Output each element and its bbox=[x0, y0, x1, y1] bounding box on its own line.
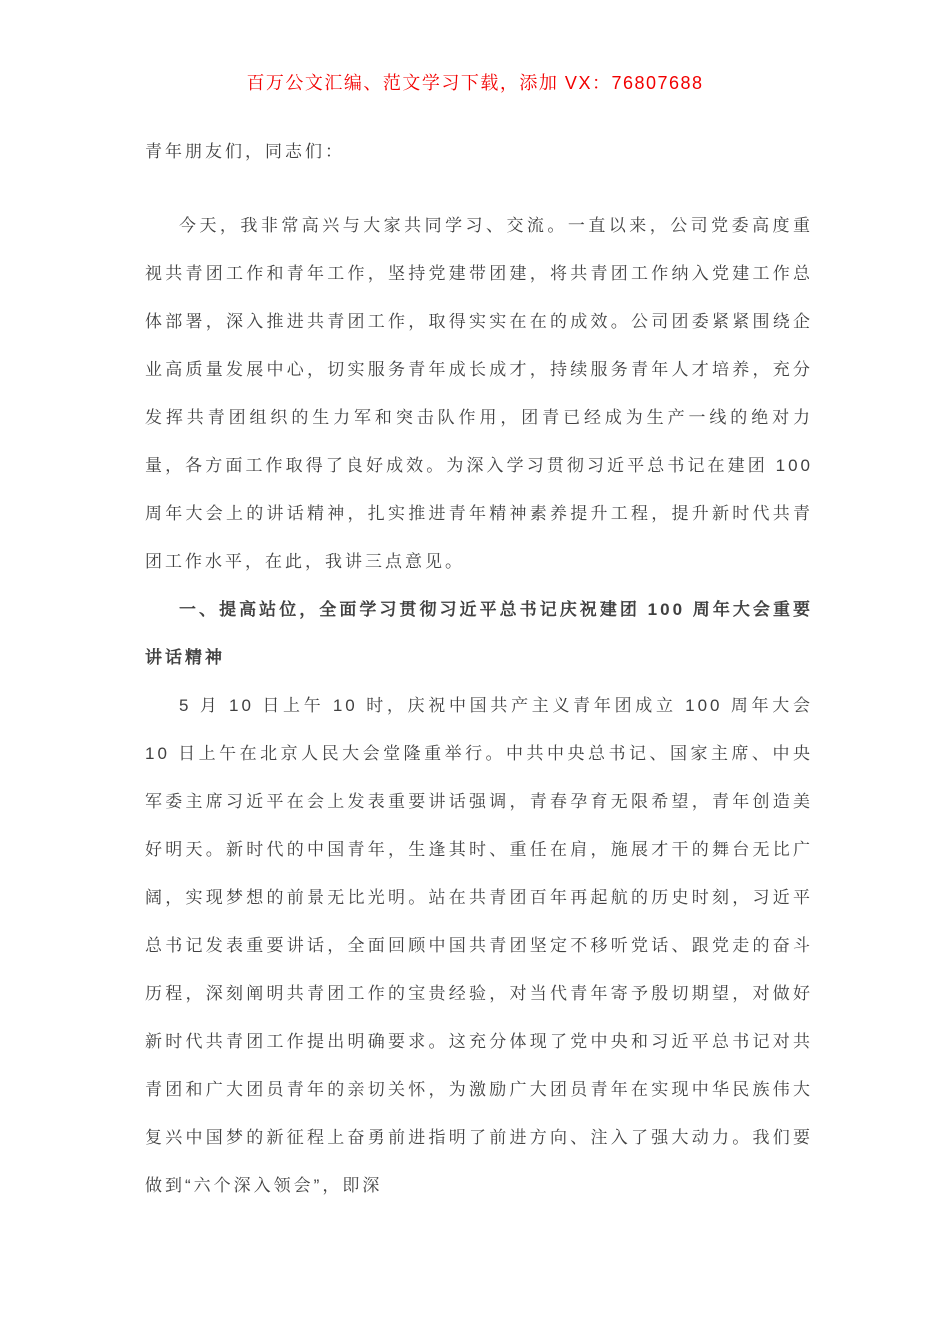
promo-notice-header: 百万公文汇编、范文学习下载，添加 VX：76807688 bbox=[246, 73, 704, 93]
paragraph-intro: 今天，我非常高兴与大家共同学习、交流。一直以来，公司党委高度重视共青团工作和青年工作，坚持党建带团建，将共青团工作纳入党建工作总体部署，深入推进共青团工作，取得实实在在的成效。公司团委紧紧围绕企业高质量发展中心，切实服务青年成长成才，持续服务青年人才培养，充分发挥共青团组织的生力军和突击队作用，团青已经成为生产一线的绝对力量，各方面工作取得了良好成效。为深入学习贯彻习近平总书记在建团 100 周年大会上的讲话精神，扎实推进青年精神素养提升工程，提升新时代共青团工作水平，在此，我讲三点意见。 bbox=[145, 216, 813, 571]
salutation-line: 青年朋友们，同志们： bbox=[145, 142, 345, 161]
section-heading-1: 一、提高站位，全面学习贯彻习近平总书记庆祝建团 100 周年大会重要讲话精神 bbox=[145, 600, 813, 667]
paragraph-section-1-body: 5 月 10 日上午 10 时，庆祝中国共产主义青年团成立 100 周年大会 10 日上午在北京人民大会堂隆重举行。中共中央总书记、国家主席、中央军委主席习近平在会上发表重要讲话强调，青春孕育无限希望，青年创造美好明天。新时代的中国青年，生逢其时、重任在肩，施展才干的舞台无比广阔，实现梦想的前景无比光明。站在共青团百年再起航的历史时刻，习近平总书记发表重要讲话，全面回顾中国共青团坚定不移听党话、跟党走的奋斗历程，深刻阐明共青团工作的宝贵经验，对当代青年寄予殷切期望，对做好新时代共青团工作提出明确要求。这充分体现了党中央和习近平总书记对共青团和广大团员青年的亲切关怀，为激励广大团员青年在实现中华民族伟大复兴中国梦的新征程上奋勇前进指明了前进方向、注入了强大动力。我们要做到“六个深入领会”，即深 bbox=[145, 696, 813, 1195]
document-body bbox=[145, 128, 813, 1210]
